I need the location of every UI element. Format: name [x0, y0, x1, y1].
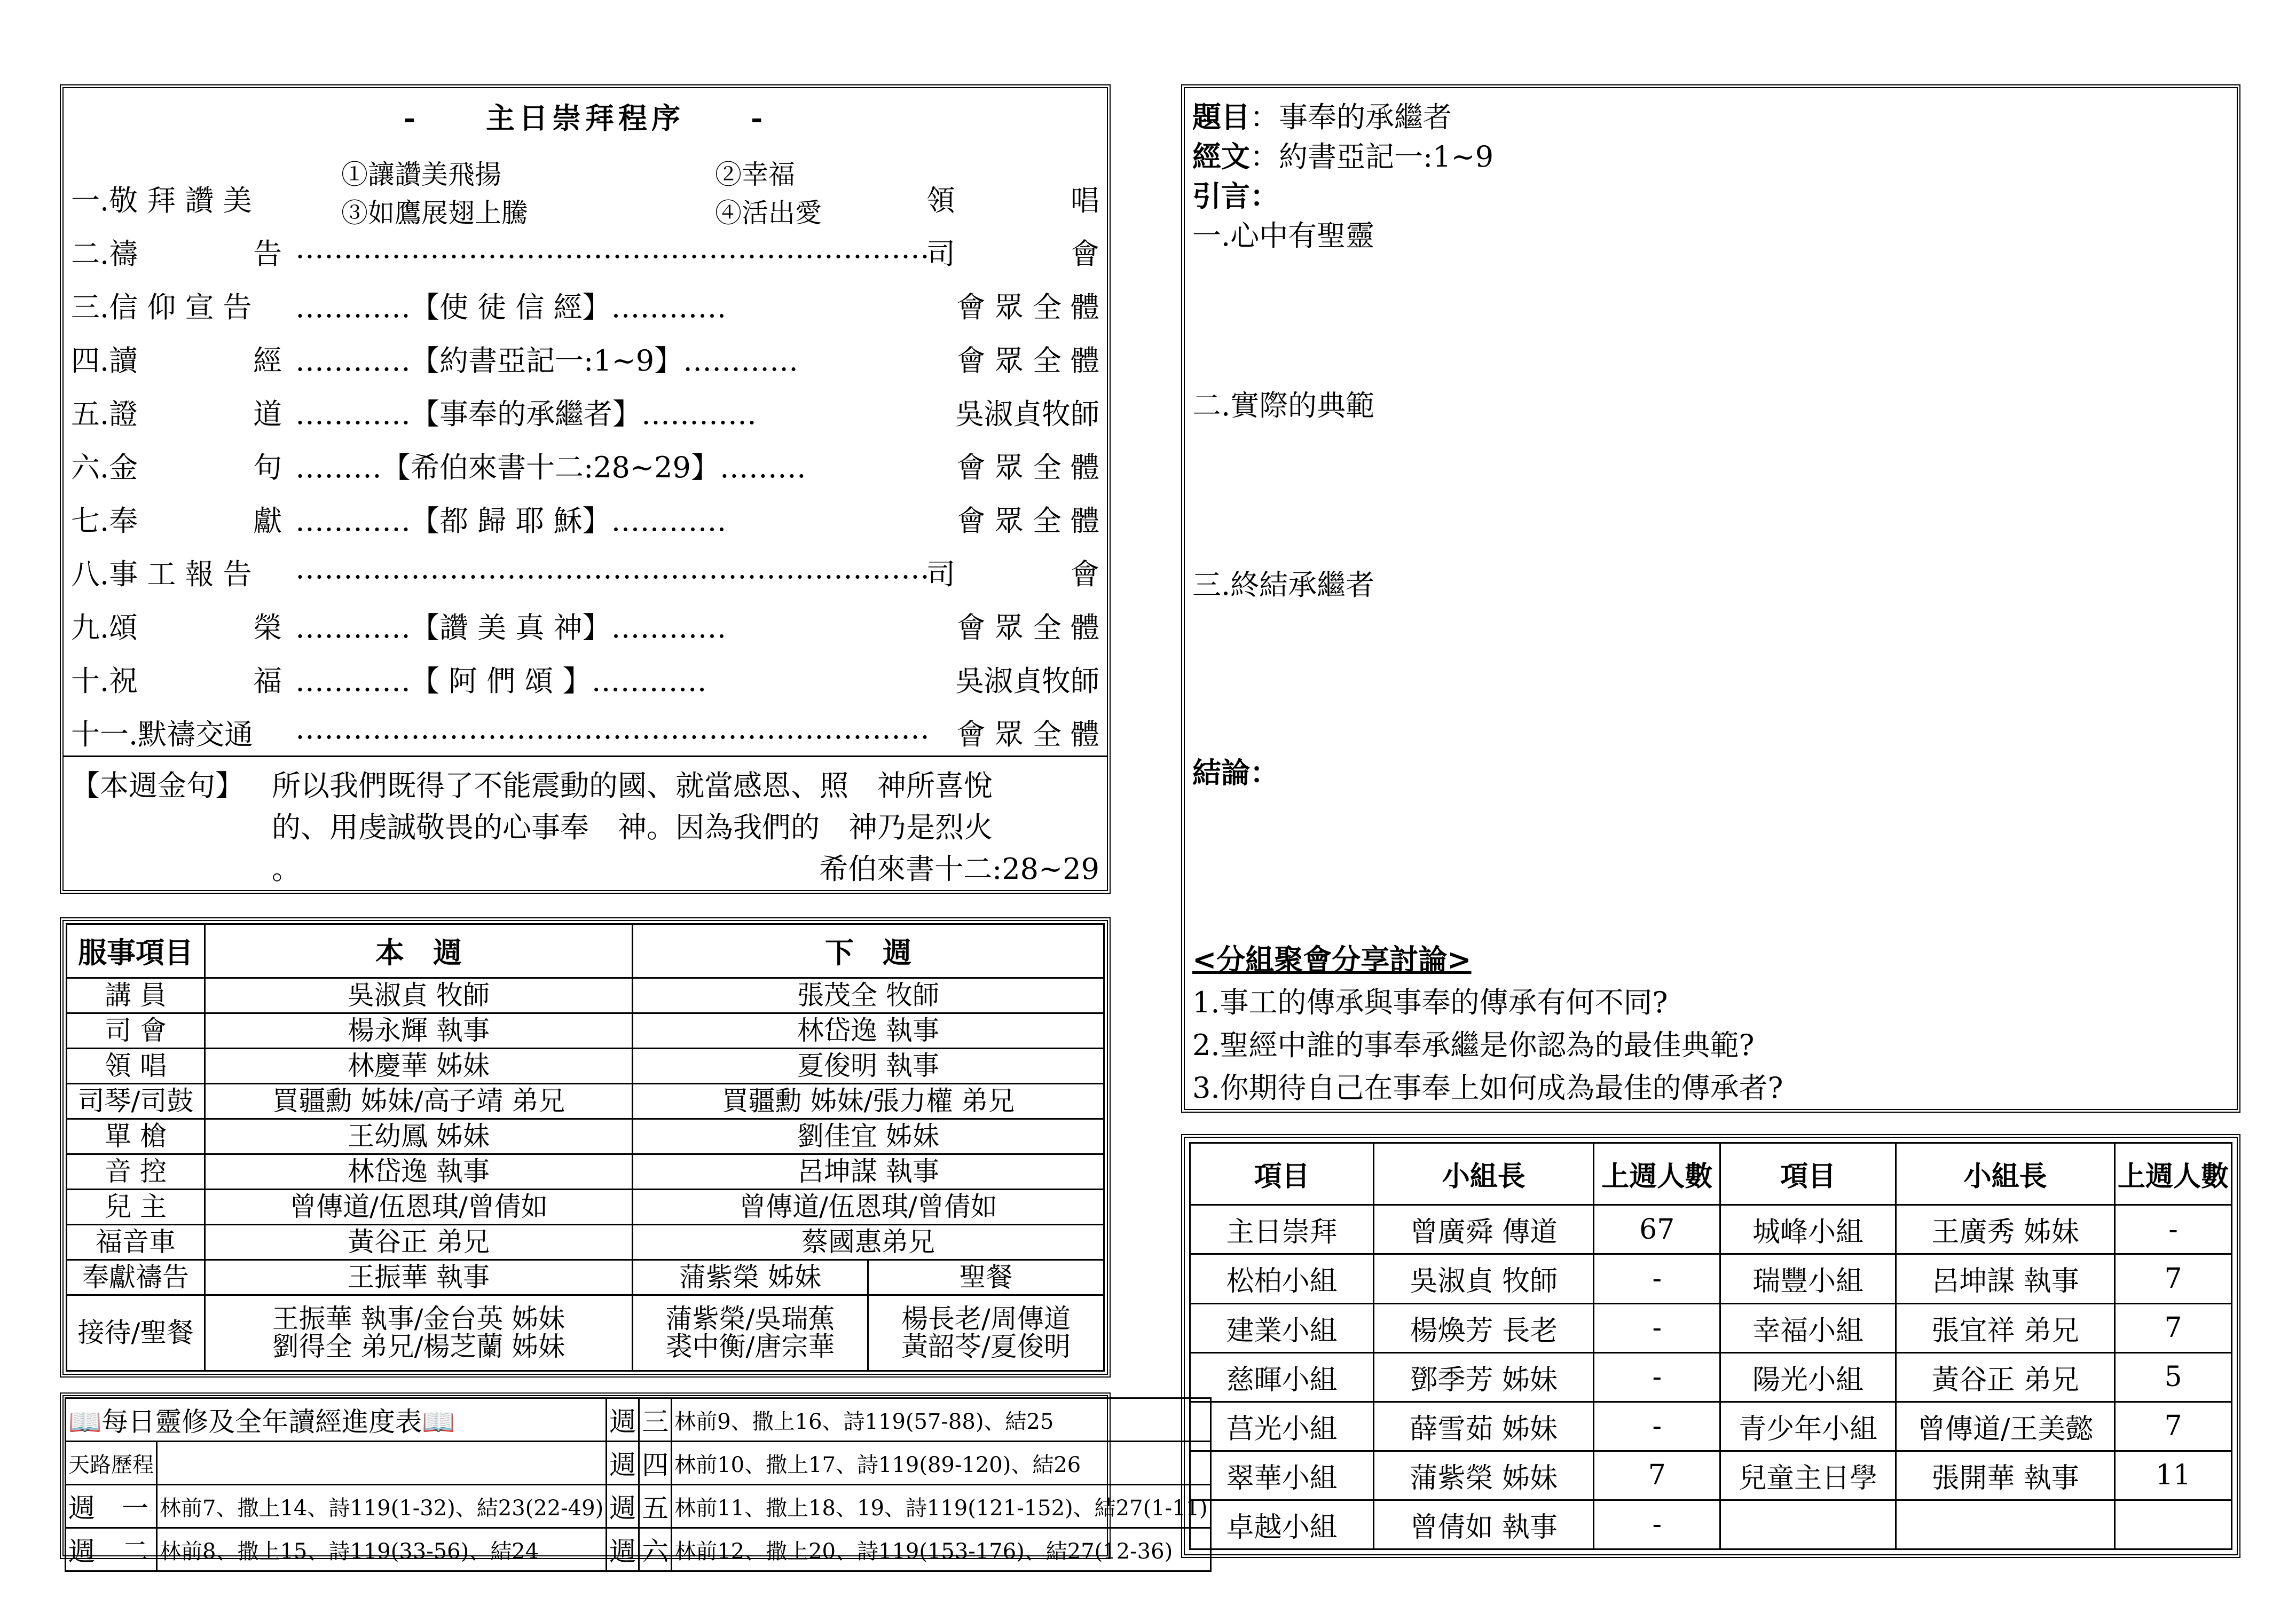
table-row [1190, 1352, 2232, 1402]
reading-text: 林前7、撒上14、詩119(1-32)、結23(22-49) [157, 1485, 607, 1528]
reading-day: 六 [639, 1528, 672, 1571]
reading-text: 林前9、撒上16、詩119(57-88)、結25 [672, 1398, 1210, 1442]
program-item-role: 會 眾 全 體 [956, 611, 1099, 644]
service-header-this-week: 本 週 [205, 924, 633, 978]
service-item: 講 員 [67, 978, 205, 1013]
service-this-week: 林岱逸 執事 [205, 1154, 633, 1189]
song-2: ②幸福 [715, 159, 795, 190]
reading-table [65, 1397, 1212, 1572]
sermon-conclusion: 結論： [1192, 756, 1279, 790]
program-item-3 [71, 285, 1099, 338]
program-item-label: 四.讀 經 [71, 344, 282, 377]
reading-text: 林前12、撒上20、詩119(153-176)、結27(12-36) [672, 1528, 1210, 1571]
table-row [66, 1398, 1211, 1442]
group-count: - [1594, 1402, 1720, 1451]
reading-day: 五 [639, 1485, 672, 1528]
song-4: ④活出愛 [715, 198, 822, 229]
program-item-mid: ………………………………………………………… [295, 231, 930, 265]
discussion-question-3: 3.你期待自己在事奉上如何成為最佳的傳承者? [1192, 1071, 1783, 1105]
program-item-label: 五.證 道 [71, 397, 282, 431]
group-count: - [1594, 1254, 1720, 1303]
service-table [66, 923, 1105, 1372]
group-leader: 曾倩如 執事 [1374, 1500, 1594, 1549]
service-schedule-box [60, 917, 1111, 1378]
program-item-6 [71, 445, 1099, 498]
reception-next-a2: 裘中衡/唐宗華 [665, 1331, 835, 1363]
program-item-label: 八.事 工 報 告 [71, 557, 252, 591]
reading-weekday: 週 二 [66, 1528, 157, 1571]
service-item: 兒 主 [67, 1189, 205, 1224]
table-row [1190, 1205, 2232, 1254]
table-row [67, 1295, 1104, 1371]
sermon-point-1: 一.心中有聖靈 [1192, 219, 1375, 253]
program-item-mid: …………【讚 美 真 神】………… [295, 611, 727, 644]
service-item: 福音車 [67, 1224, 205, 1260]
service-this-week: 曾傳道/伍恩琪/曾倩如 [205, 1189, 633, 1224]
reading-text: 林前10、撒上17、詩119(89-120)、結26 [672, 1442, 1210, 1485]
group-leader: 吳淑貞 牧師 [1374, 1254, 1594, 1303]
table-row [67, 1189, 1104, 1224]
reading-schedule-box [60, 1392, 1208, 1567]
program-item-mid: …………【事奉的承繼者】………… [295, 397, 757, 431]
group-name: 兒童主日學 [1720, 1451, 1896, 1500]
reading-day: 三 [639, 1398, 672, 1442]
groups-header: 小組長 [1374, 1143, 1594, 1205]
service-this-week: 林慶華 姊妹 [205, 1048, 633, 1083]
group-count: 7 [2114, 1402, 2231, 1451]
table-row [67, 1260, 1104, 1295]
program-item-label: 九.頌 榮 [71, 611, 282, 644]
sermon-intro: 引言： [1192, 179, 1279, 213]
reading-text: 林前11、撒上18、19、詩119(121-152)、結27(1-11) [672, 1485, 1210, 1528]
program-item-label: 三.信 仰 宣 告 [71, 290, 252, 324]
program-item-2 [71, 231, 1099, 285]
service-this-week: 買疆勳 姊妹/高子靖 弟兄 [205, 1083, 633, 1119]
group-name: 城峰小組 [1720, 1205, 1896, 1254]
group-count: 7 [1594, 1451, 1720, 1500]
group-leader: 張宜祥 弟兄 [1896, 1303, 2115, 1352]
verse-label: 【本週金句】 [71, 769, 244, 802]
program-item-label: 六.金 句 [71, 451, 282, 484]
service-next-week: 買疆勳 姊妹/張力權 弟兄 [633, 1083, 1104, 1119]
service-next-week: 曾傳道/伍恩琪/曾倩如 [633, 1189, 1104, 1224]
table-row [67, 978, 1104, 1013]
group-leader: 王廣秀 姊妹 [1896, 1205, 2115, 1254]
path-label: 天路歷程 [66, 1442, 157, 1485]
program-item-11 [71, 712, 1099, 765]
service-next-week: 夏俊明 執事 [633, 1048, 1104, 1083]
group-leader [1896, 1500, 2115, 1549]
program-item-role: 會 眾 全 體 [956, 344, 1099, 377]
table-row [1190, 1500, 2232, 1549]
group-name: 主日崇拜 [1190, 1205, 1374, 1254]
discussion-question-1: 1.事工的傳承與事奉的傳承有何不同? [1192, 986, 1668, 1019]
group-count: 7 [2114, 1254, 2231, 1303]
group-name: 松柏小組 [1190, 1254, 1374, 1303]
groups-header: 項目 [1720, 1143, 1896, 1205]
worship-program-box [60, 84, 1111, 894]
reception-next-b1: 楊長老/周傳道 [901, 1303, 1071, 1334]
song-1: ①讓讚美飛揚 [341, 159, 501, 190]
book-icon: 📖 [422, 1406, 455, 1437]
reading-week: 週 [607, 1442, 639, 1485]
group-leader: 曾廣舜 傳道 [1374, 1205, 1594, 1254]
program-item-4 [71, 338, 1099, 391]
program-item-role: 會 眾 全 體 [956, 504, 1099, 538]
group-name: 慈暉小組 [1190, 1352, 1374, 1402]
group-leader: 呂坤謀 執事 [1896, 1254, 2115, 1303]
program-item-role: 司 會 [926, 557, 1099, 591]
program-item-role: 司 會 [926, 237, 1099, 271]
program-item-label: 十.祝 福 [71, 664, 282, 698]
table-row [67, 1048, 1104, 1083]
song-3: ③如鷹展翅上騰 [341, 198, 528, 229]
service-next-week-a [633, 1295, 868, 1371]
table-row [66, 1528, 1211, 1571]
table-row [1190, 1451, 2232, 1500]
program-item-mid: ………………………………………………………… [295, 712, 930, 745]
groups-table [1189, 1142, 2232, 1550]
table-row [1190, 1303, 2232, 1352]
group-count: - [2114, 1205, 2231, 1254]
group-leader: 薛雪茹 姊妹 [1374, 1402, 1594, 1451]
program-item-mid: …………【約書亞記一:1~9】………… [295, 344, 799, 377]
group-leader: 楊煥芳 長老 [1374, 1303, 1594, 1352]
program-item-label: 二.禱 告 [71, 237, 282, 271]
book-icon: 📖 [68, 1406, 102, 1437]
reading-week: 週 [607, 1398, 639, 1442]
group-name: 瑞豐小組 [1720, 1254, 1896, 1303]
group-count: 67 [1594, 1205, 1720, 1254]
small-groups-box [1181, 1134, 2240, 1558]
group-count: 7 [2114, 1303, 2231, 1352]
sermon-point-2: 二.實際的典範 [1192, 389, 1375, 422]
reading-week: 週 [607, 1528, 639, 1571]
program-item-label: 一.敬 拜 讚 美 [71, 184, 252, 217]
group-name: 青少年小組 [1720, 1402, 1896, 1451]
service-next-week: 呂坤謀 執事 [633, 1154, 1104, 1189]
program-item-role: 吳淑貞牧師 [955, 397, 1099, 431]
service-header-item: 服事項目 [67, 924, 205, 978]
reception-next-b2: 黃韶苓/夏俊明 [901, 1331, 1071, 1363]
group-leader: 鄧季芳 姊妹 [1374, 1352, 1594, 1402]
service-header-next-week: 下 週 [633, 924, 1104, 978]
program-item-mid: ………【希伯來書十二:28~29】……… [295, 451, 806, 484]
service-this-week: 吳淑貞 牧師 [205, 978, 633, 1013]
program-item-1 [71, 178, 1099, 231]
program-item-10 [71, 658, 1099, 712]
program-item-mid: …………【 阿 們 頌 】………… [295, 664, 707, 698]
program-item-role: 吳淑貞牧師 [955, 664, 1099, 698]
service-next-week: 林岱逸 執事 [633, 1013, 1104, 1048]
group-name: 莒光小組 [1190, 1402, 1374, 1451]
service-next-week: 張茂全 牧師 [633, 978, 1104, 1013]
program-item-7 [71, 498, 1099, 552]
table-row [1190, 1254, 2232, 1303]
service-this-week: 黃谷正 弟兄 [205, 1224, 633, 1260]
service-next-week: 劉佳宜 姊妹 [633, 1119, 1104, 1154]
verse-divider [64, 756, 1107, 757]
service-next-week: 蔡國惠弟兄 [633, 1224, 1104, 1260]
group-name [1720, 1500, 1896, 1549]
service-next-week-a: 蒲紫榮 姊妹 [633, 1260, 868, 1295]
discussion-question-2: 2.聖經中誰的事奉承繼是你認為的最佳典範? [1192, 1028, 1755, 1062]
service-item: 領 唱 [67, 1048, 205, 1083]
sermon-point-3: 三.終結承繼者 [1192, 568, 1375, 602]
program-item-label: 十一.默禱交通 [71, 718, 254, 751]
groups-header: 上週人數 [1594, 1143, 1720, 1205]
table-row [67, 1224, 1104, 1260]
group-count: - [1594, 1352, 1720, 1402]
service-item: 司琴/司鼓 [67, 1083, 205, 1119]
sermon-topic: 題目：事奉的承繼者 [1192, 100, 1452, 134]
group-count: - [1594, 1500, 1720, 1549]
program-item-role: 會 眾 全 體 [956, 718, 1099, 751]
reception-this-2: 劉得全 弟兄/楊芝蘭 姊妹 [272, 1331, 565, 1363]
table-row [66, 1485, 1211, 1528]
group-name: 建業小組 [1190, 1303, 1374, 1352]
service-item: 奉獻禱告 [67, 1260, 205, 1295]
service-next-week-b: 聖餐 [868, 1260, 1104, 1295]
reception-this-1: 王振華 執事/金台英 姊妹 [272, 1303, 565, 1334]
table-row [67, 1013, 1104, 1048]
group-leader: 蒲紫榮 姊妹 [1374, 1451, 1594, 1500]
service-next-week-b [868, 1295, 1104, 1371]
service-item: 音 控 [67, 1154, 205, 1189]
reading-text: 林前8、撒上15、詩119(33-56)、結24 [157, 1528, 607, 1571]
program-item-mid: …………【都 歸 耶 穌】………… [295, 504, 727, 538]
program-item-role: 會 眾 全 體 [956, 451, 1099, 484]
program-item-9 [71, 605, 1099, 658]
reception-next-a1: 蒲紫榮/吳瑞蕉 [665, 1303, 835, 1334]
group-name: 卓越小組 [1190, 1500, 1374, 1549]
sermon-notes-box [1181, 84, 2240, 1113]
sermon-text: 經文：約書亞記一:1~9 [1192, 139, 1494, 174]
verse-line-2: 的、用虔誠敬畏的心事奉 神。因為我們的 神乃是烈火 [272, 810, 993, 844]
program-item-8 [71, 552, 1099, 605]
group-leader: 張開華 執事 [1896, 1451, 2115, 1500]
group-name: 翠華小組 [1190, 1451, 1374, 1500]
reading-day: 四 [639, 1442, 672, 1485]
program-title: - 主日崇拜程序 - [403, 101, 767, 135]
group-count [2114, 1500, 2231, 1549]
verse-reference: 希伯來書十二:28~29 [819, 852, 1099, 886]
program-item-5 [71, 391, 1099, 445]
group-count: - [1594, 1303, 1720, 1352]
group-leader: 黃谷正 弟兄 [1896, 1352, 2115, 1402]
service-this-week: 王振華 執事 [205, 1260, 633, 1295]
group-name: 陽光小組 [1720, 1352, 1896, 1402]
program-item-mid: …………【使 徒 信 經】………… [295, 290, 727, 324]
groups-header: 上週人數 [2114, 1143, 2231, 1205]
discussion-title: <分組聚會分享討論> [1192, 942, 1472, 977]
table-row [67, 1154, 1104, 1189]
service-this-week: 楊永輝 執事 [205, 1013, 633, 1048]
table-row [1190, 1402, 2232, 1451]
program-item-label: 七.奉 獻 [71, 504, 282, 538]
groups-header: 項目 [1190, 1143, 1374, 1205]
reading-weekday: 週 一 [66, 1485, 157, 1528]
service-this-week: 王幼鳳 姊妹 [205, 1119, 633, 1154]
group-name: 幸福小組 [1720, 1303, 1896, 1352]
verse-line-3: 。 [272, 852, 301, 886]
service-item: 單 槍 [67, 1119, 205, 1154]
table-row [67, 1119, 1104, 1154]
reading-week: 週 [607, 1485, 639, 1528]
table-row [66, 1442, 1211, 1485]
service-item: 司 會 [67, 1013, 205, 1048]
group-leader: 曾傳道/王美懿 [1896, 1402, 2115, 1451]
path-value [157, 1442, 607, 1485]
group-count: 5 [2114, 1352, 2231, 1402]
program-item-mid: ………………………………………………………… [295, 552, 930, 585]
reading-title: 📖每日靈修及全年讀經進度表📖 [66, 1398, 607, 1442]
program-item-role: 會 眾 全 體 [956, 290, 1099, 324]
table-row [67, 1083, 1104, 1119]
group-count: 11 [2114, 1451, 2231, 1500]
program-item-role: 領 唱 [926, 184, 1099, 217]
groups-header: 小組長 [1896, 1143, 2115, 1205]
service-this-week [205, 1295, 633, 1371]
service-item: 接待/聖餐 [67, 1295, 205, 1371]
verse-line-1: 所以我們既得了不能震動的國、就當感恩、照 神所喜悅 [272, 769, 993, 802]
